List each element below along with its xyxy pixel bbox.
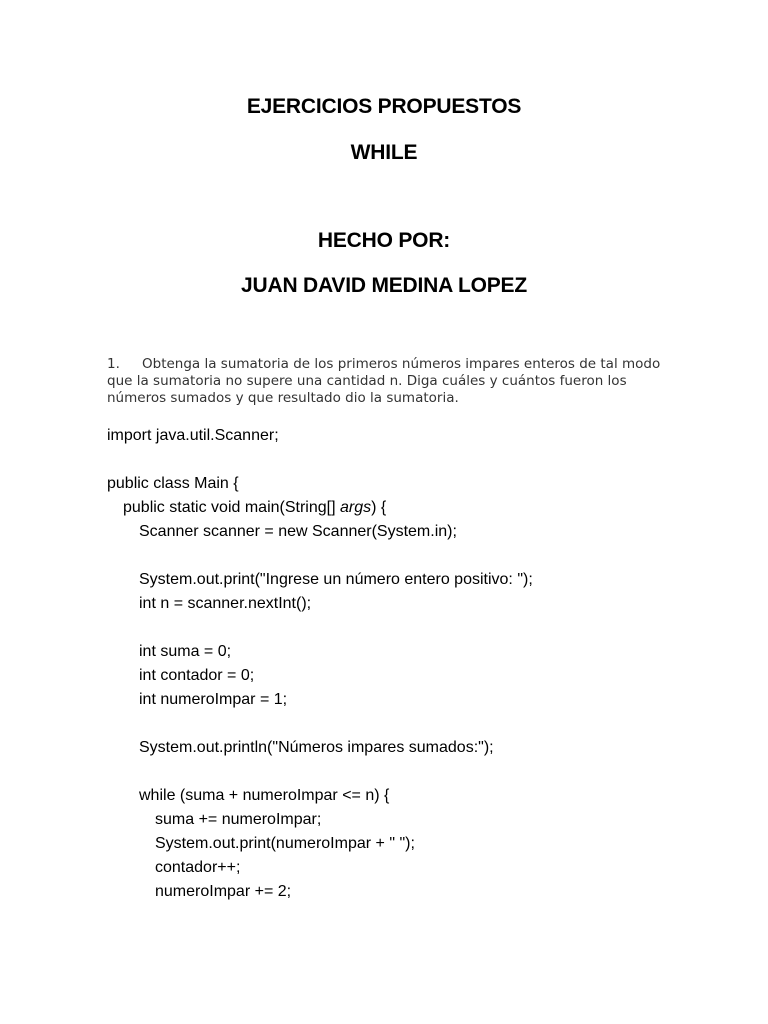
code-line-contador: int contador = 0; <box>139 667 255 684</box>
document-subtitle: WHILE <box>350 141 418 164</box>
document-title: EJERCICIOS PROPUESTOS <box>246 95 522 118</box>
code-line-import: import java.util.Scanner; <box>107 427 279 444</box>
code-line-blank <box>107 544 727 568</box>
code-line-impar-inc: numeroImpar += 2; <box>155 883 292 900</box>
main-signature-end: ) { <box>371 499 387 516</box>
exercise-text: Obtenga la sumatoria de los primeros números impares enteros de tal modo que la sumatoria no supere una cantidad n. Diga cuáles y cuántos fueron los números sumados y que resultado dio la sumatoria. <box>107 356 661 406</box>
code-line-header-print: System.out.println("Números impares sumados:"); <box>139 739 494 756</box>
code-line-contador-inc: contador++; <box>155 859 241 876</box>
code-line-while: while (suma + numeroImpar <= n) { <box>139 787 390 804</box>
code-line-scanner: Scanner scanner = new Scanner(System.in); <box>139 523 457 540</box>
main-signature-args: args <box>339 499 372 516</box>
code-line-impar: int numeroImpar = 1; <box>139 691 288 708</box>
exercise-number: 1. <box>107 356 120 372</box>
main-signature-start: public static void main(String[] <box>123 499 340 516</box>
code-line-main <box>107 496 727 520</box>
code-line-suma-add: suma += numeroImpar; <box>155 811 322 828</box>
author-label: HECHO POR: <box>317 229 451 252</box>
exercise-statement <box>107 356 667 407</box>
code-line-suma: int suma = 0; <box>139 643 232 660</box>
code-line-blank <box>107 760 727 784</box>
code-line-blank <box>107 448 727 472</box>
author-name: JUAN DAVID MEDINA LOPEZ <box>241 274 527 297</box>
code-line-class: public class Main { <box>107 475 239 492</box>
code-line-blank <box>107 616 727 640</box>
code-line-read-n: int n = scanner.nextInt(); <box>139 595 312 612</box>
code-line-impar-print: System.out.print(numeroImpar + " "); <box>155 835 415 852</box>
code-block <box>107 424 727 904</box>
code-line-blank <box>107 712 727 736</box>
code-line-prompt: System.out.print("Ingrese un número entero positivo: "); <box>139 571 533 588</box>
